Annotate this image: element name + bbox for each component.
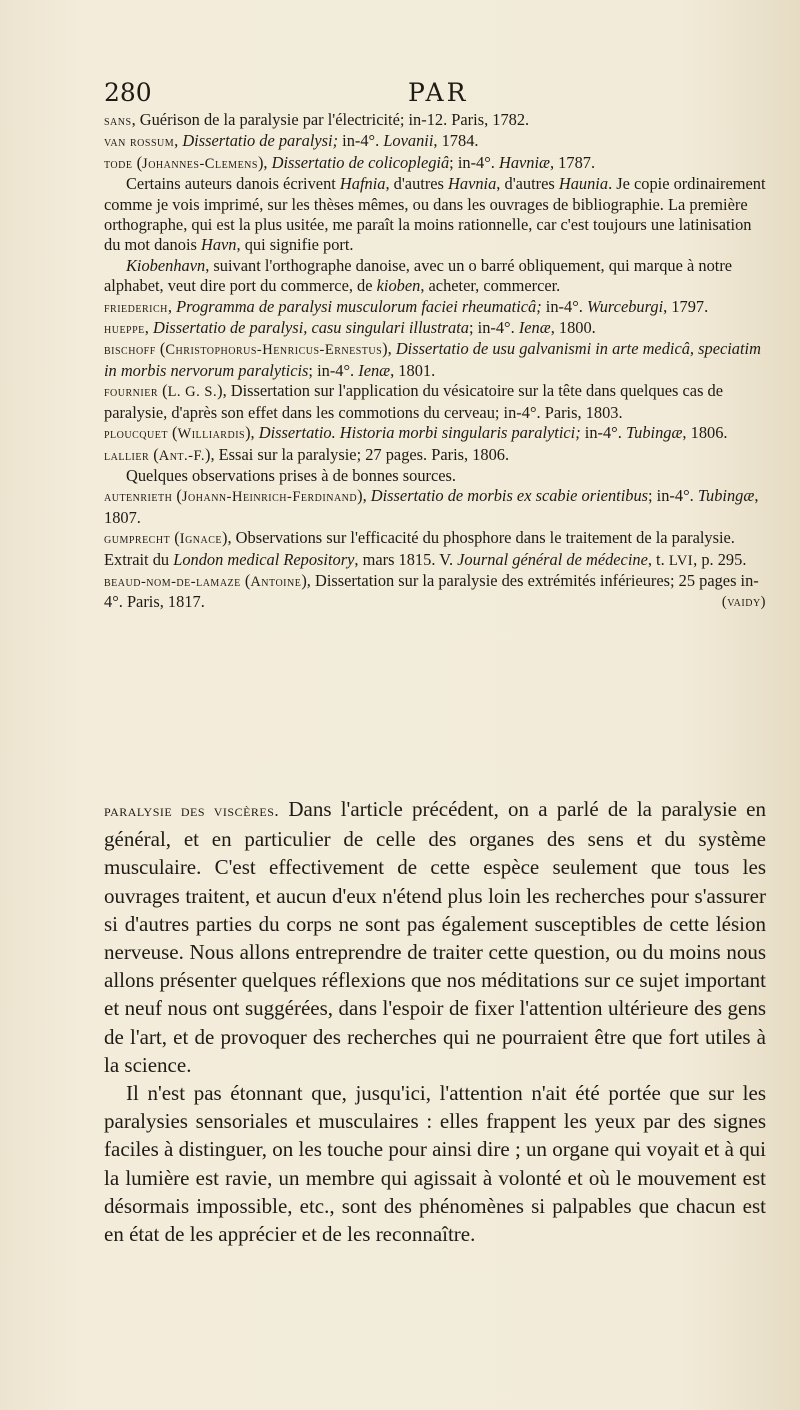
entry-text: in-4°. — [338, 131, 384, 151]
bibliography-entry — [104, 423, 766, 444]
entry-text: ( — [132, 152, 143, 172]
page-number: 280 — [104, 78, 152, 107]
entry-text: ( — [172, 486, 182, 506]
entry-text: ( — [167, 423, 178, 443]
entry-text: , qui signifie port. — [236, 235, 354, 255]
entry-text: ), Dissertation sur l'application du vésicatoire sur la tête dans quelques cas de paralysie, d'après son effet dans les commotions du cerveau; in-4°. Paris, 1803. — [104, 381, 724, 422]
entry-title: Havnia — [448, 174, 497, 194]
paragraph-text: Dans l'article précédent, on a parlé de la paralysie en général, et en particulier de celle des organes des sens et du système musculaire. C'est effectivement de cette espèce seulement que tous les ouvrages traitent, et aucun d'eux n'étend plus loin les recherches pour s'assurer si d'autres parties du corps ne sont pas également susceptibles de cette lésion nerveuse. Nous allons entreprendre de traiter cette question, ou du moins nous allons présenter quelques réflexions que nos méditations sur ce sujet important et neuf nous ont suggérées, dans l'espoir de fixer l'attention ultérieure des gens de l'art, et de provoquer des recherches qui ne pourraient être que fort utiles à la science. — [104, 797, 766, 1077]
entry-text: , d'autres — [496, 174, 559, 194]
entry-text: Johann-Heinrich-Ferdinand — [181, 489, 358, 506]
bibliography-entry — [104, 339, 766, 381]
entry-text: ), Essai sur la paralysie; 27 pages. Paris, 1806. — [205, 444, 510, 464]
entry-title: Haunia — [558, 174, 609, 194]
entry-title: Tubingæ — [697, 486, 755, 506]
entry-text: , mars 1815. V. — [354, 549, 458, 569]
entry-text: ), Dissertation sur la paralysie des extrémités inférieures; 25 pages in-4°. Paris, 1817. — [104, 570, 759, 612]
page-header — [104, 78, 764, 112]
entry-text: ; in-4°. — [469, 318, 519, 338]
bibliography-entry — [104, 318, 766, 339]
entry-text: ( — [170, 528, 180, 548]
entry-title: Havniæ — [498, 152, 550, 172]
entry-text: L. G. S. — [167, 384, 218, 401]
entry-author: fournier — [104, 384, 159, 401]
entry-text: ), — [382, 339, 396, 359]
entry-text: Williardis — [177, 426, 246, 443]
entry-title: Journal général de médecine — [457, 549, 648, 569]
entry-text: ( — [158, 381, 168, 401]
entry-text: , 1801. — [390, 360, 436, 380]
entry-text: , p. 295. — [693, 549, 747, 569]
entry-author: beaud-nom-de-lamaze — [104, 573, 241, 590]
article-paragraph: Il n'est pas étonnant que, jusqu'ici, l'attention n'ait été portée que sur les paralysies sensoriales et musculaires : elles frappent les yeux par des signes faciles à distinguer, on les touche pour ainsi dire ; un organe qui voyait et à qui la lumière est ravie, un membre qui agissait à volonté et où le mouvement est désormais impossible, etc., sont des phénomènes si palpables que chacun est en état de les apprécier et de les reconnaître. — [104, 1081, 766, 1247]
entry-text: , 1797. — [663, 296, 709, 316]
entry-title: Ienæ — [358, 360, 391, 380]
bibliography-entry — [104, 110, 766, 131]
bibliography-entry — [104, 131, 766, 152]
entry-text: , t. — [647, 549, 669, 569]
entry-text: , Guérison de la paralysie par l'électricité; in-12. Paris, 1782. — [131, 110, 530, 129]
entry-author: lallier — [104, 447, 150, 464]
entry-author: gumprecht — [104, 531, 171, 548]
entry-text: Johannes-Clemens — [142, 155, 258, 172]
entry-text: , 1800. — [550, 318, 596, 338]
entry-text: LVI — [668, 552, 694, 569]
entry-text: , 1807. — [104, 486, 759, 527]
article-heading: paralysie des viscères. — [104, 801, 280, 820]
entry-text: , — [144, 318, 153, 338]
bibliography-entry — [104, 297, 766, 318]
bibliography-entry — [104, 445, 766, 466]
entry-title: Havn — [200, 235, 237, 255]
entry-text: Ignace — [179, 531, 223, 548]
entry-author: van rossum — [104, 134, 175, 151]
entry-text: , d'autres — [385, 174, 449, 194]
entry-text: ( — [155, 339, 166, 359]
article-body — [104, 795, 766, 1248]
entry-text: Certains auteurs danois écrivent — [126, 174, 340, 194]
entry-text: Ant.-F. — [158, 447, 206, 464]
article-paragraph — [104, 795, 766, 1079]
entry-author: autenrieth — [104, 489, 173, 506]
bibliography-entry — [104, 528, 766, 571]
entry-author: tode — [104, 155, 133, 172]
entry-author: friederich — [104, 299, 168, 316]
entry-text: ( — [240, 570, 251, 590]
entry-title: Wurceburgi — [586, 296, 664, 316]
bibliography-note — [104, 256, 766, 297]
entry-title: Dissertatio de colicoplegiâ — [271, 152, 450, 172]
entry-text: Christophorus-Henricus-Ernestus — [165, 342, 383, 359]
entry-title: kioben — [376, 276, 421, 296]
entry-title: Hafnia — [339, 174, 386, 194]
bibliography-note — [104, 174, 766, 256]
running-title: PAR — [408, 78, 469, 107]
entry-text: , 1787. — [549, 152, 596, 172]
entry-text: ), Observations sur l'efficacité du phosphore dans le traitement de la paralysie. Extrait du — [104, 528, 735, 569]
entry-text: ), — [357, 486, 371, 506]
entry-text: , — [174, 131, 183, 151]
entry-text: Antoine — [250, 573, 302, 590]
entry-title: Lovanii — [383, 131, 434, 151]
entry-title: Ienæ — [518, 318, 551, 338]
bibliography-entry — [104, 153, 766, 174]
entry-author: bischoff — [104, 342, 156, 359]
entry-text: , acheter, commercer. — [420, 276, 561, 296]
entry-title: Kiobenhavn — [126, 255, 206, 275]
entry-title: Dissertatio de paralysi, casu singulari illustrata — [153, 318, 469, 338]
entry-text: , — [167, 296, 177, 316]
entry-text: Quelques observations prises à de bonnes sources. — [126, 465, 457, 485]
entry-text: ), — [257, 152, 272, 172]
entry-text: in-4°. — [541, 296, 587, 316]
entry-title: Programma de paralysi musculorum faciei rheumaticâ; — [176, 296, 542, 316]
entry-text: ; in-4°. — [308, 360, 359, 380]
entry-title: Dissertatio. Historia morbi singularis paralytici; — [258, 423, 581, 443]
entry-text: ; in-4°. — [648, 486, 698, 506]
entry-title: Dissertatio de morbis ex scabie orientibus — [370, 486, 649, 506]
entry-title: Tubingæ — [625, 423, 683, 443]
entry-title: London medical Repository — [173, 549, 355, 569]
entry-title: Dissertatio de usu galvanismi in arte medicâ, speciatim in morbis nervorum paralyticis — [104, 339, 761, 380]
bibliography-note — [104, 466, 766, 486]
entry-text: ), — [245, 423, 259, 443]
entry-text: ( — [149, 444, 159, 464]
entry-title: Dissertatio de paralysi; — [182, 131, 339, 151]
entry-text: ; in-4°. — [449, 152, 499, 172]
author-signature: (vaidy) — [721, 594, 766, 611]
entry-text: , suivant l'orthographe danoise, avec un o barré obliquement, qui marque à notre alphabet, veut dire port du commerce, de — [104, 255, 733, 296]
bibliography-list — [104, 110, 766, 613]
entry-text: . Je copie ordinairement comme je vois imprimé, sur les thèses mêmes, ou dans les ouvrages de bibliographie. La première orthographe, qui est la plus usitée, me paraît la moins rationnelle, car c'est toujours une latinisation du mot danois — [104, 174, 766, 255]
entry-text: in-4°. — [580, 423, 626, 443]
bibliography-entry — [104, 486, 766, 528]
entry-text: , 1784. — [433, 131, 479, 151]
entry-author: sans — [104, 113, 132, 129]
entry-text: , 1806. — [682, 423, 728, 443]
bibliography-entry — [104, 571, 766, 613]
entry-author: hueppe — [104, 321, 145, 338]
bibliography-entry — [104, 381, 766, 423]
entry-author: ploucquet — [104, 426, 168, 443]
